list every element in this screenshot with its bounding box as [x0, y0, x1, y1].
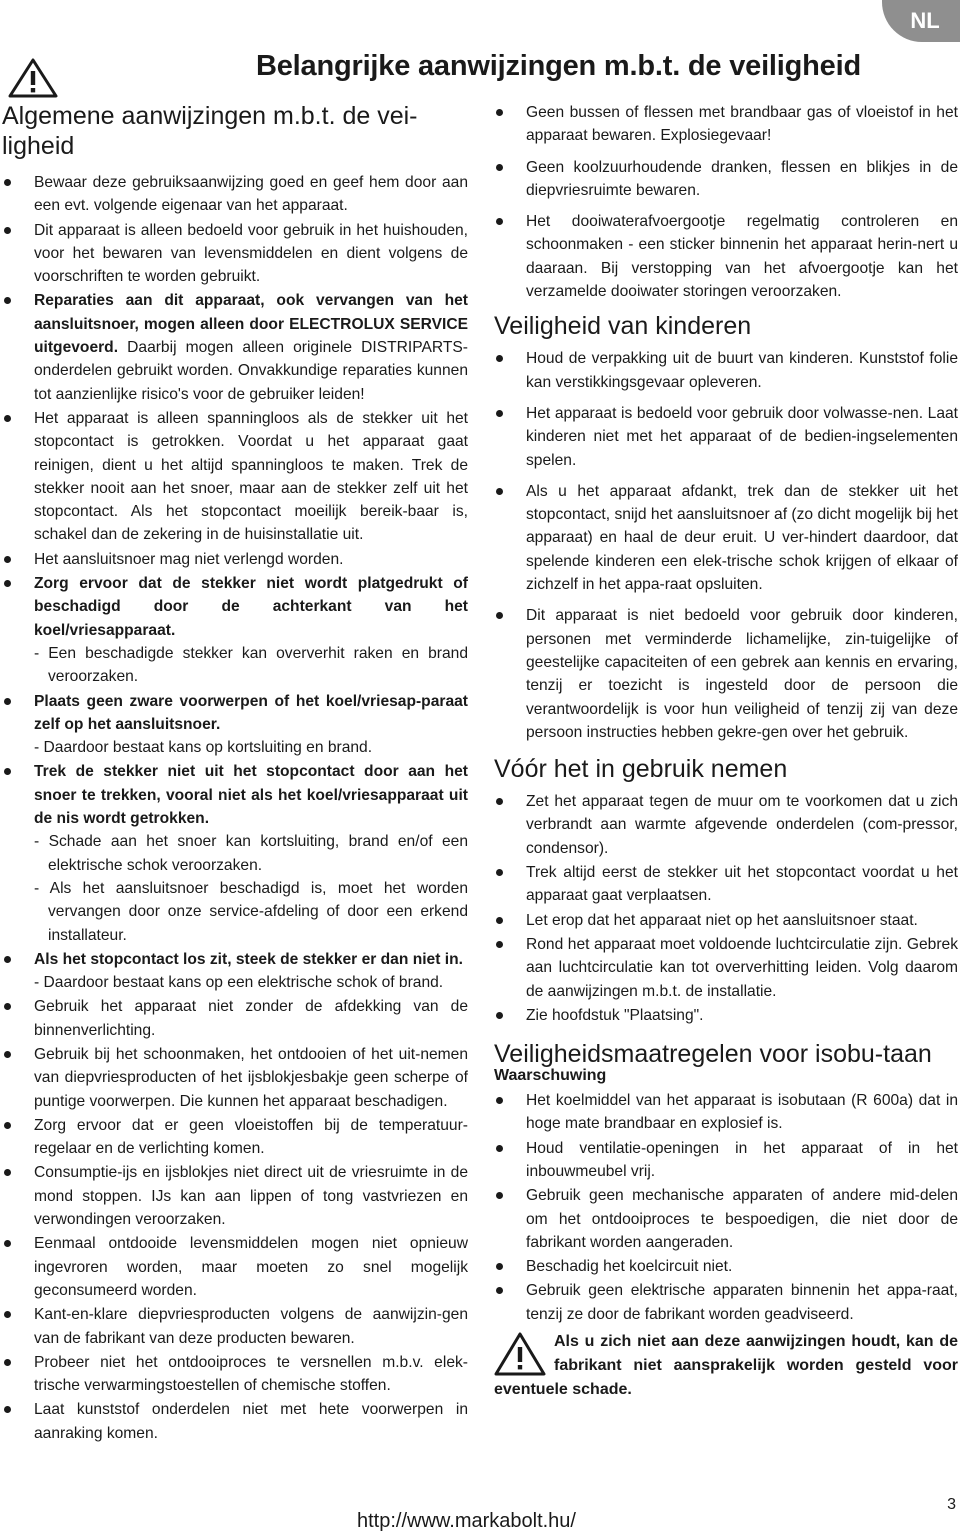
warning-subheading: Waarschuwing: [494, 1067, 607, 1085]
list-item-text: Dit apparaat is alleen bedoeld voor gebruik in het huishouden, voor het bewaren van levensmiddelen en dient volgens de voorschriften te worden gebruikt.: [34, 221, 468, 286]
list-item: Dit apparaat is niet bedoeld voor gebruik door kinderen, personen met verminderde lichamelijke, zin-tuigelijke of geestelijke capaciteiten of een gebrek aan kennis en ervaring, tenzij er toezicht is ingesteld door de persoon die verantwoordelijk is voor hun veiligheid of tenzij zij van deze persoon instructies hebben gekre-gen over het gebruik.: [494, 604, 958, 744]
page-number: 3: [947, 1496, 956, 1513]
list-item: Het apparaat is bedoeld voor gebruik door volwasse-nen. Laat kinderen niet met het apparaat of de bedien-ingselementen spelen.: [494, 402, 958, 472]
list-item: [2, 1161, 468, 1231]
list-item: Het dooiwaterafvoergootje regelmatig controleren en schoonmaken - een sticker binnenin het apparaat herin-nert u daaraan. Bij verstopping van het afvoergootje kan het verzamelde dooiwater storingen veroorzaken.: [494, 210, 958, 303]
list-item-text: Het apparaat is alleen spanningloos als de stekker uit het stopcontact is getrokken. Voordat u het apparaat gaat reinigen, dient u het altijd spanningloos te maken. Trek de stekker nooit aan het snoer, maar aan de stekker zelf uit het stopcontact. Als het stopcontact moeilijk bereik-baar is, schakel dan de zekering in de huisinstallatie uit.: [34, 409, 468, 544]
list-item-subnote: - Als het aansluitsnoer beschadigd is, moet het worden vervangen door onze service-afdeling of door een erkend installateur.: [34, 879, 468, 944]
list-item-subnote: - Schade aan het snoer kan kortsluiting, brand en/of een elektrische schok veroorzaken.: [34, 833, 468, 874]
list-item: [2, 1232, 468, 1302]
list-item: Let erop dat het apparaat niet op het aansluitsnoer staat.: [494, 909, 958, 932]
storage-safety-list: [494, 101, 958, 303]
list-item-text: Laat kunststof onderdelen niet met hete voorwerpen in aanraking komen.: [34, 1401, 468, 1442]
list-item: Houd de verpakking uit de buurt van kinderen. Kunststof folie kan verstikkingsgevaar opleveren.: [494, 347, 958, 394]
liability-warning: [494, 1330, 958, 1402]
list-item: [2, 1351, 468, 1398]
list-item-text: Bewaar deze gebruiksaanwijzing goed en geef hem door aan een evt. volgende eigenaar van het apparaat.: [34, 174, 468, 215]
list-item: [2, 760, 468, 946]
list-item-text: Gebruik het apparaat niet zonder de afdekking van de binnenverlichting.: [34, 998, 468, 1039]
page-title: Belangrijke aanwijzingen m.b.t. de veiligheid: [256, 50, 861, 82]
list-item: Geen koolzuurhoudende dranken, flessen en blikjes in de diepvriesruimte bewaren.: [494, 156, 958, 203]
list-item: [2, 1398, 468, 1445]
list-item: Het koelmiddel van het apparaat is isobutaan (R 600a) dat in hoge mate brandbaar en explosief is.: [494, 1089, 958, 1136]
section-heading-children: Veiligheid van kinderen: [494, 312, 752, 341]
left-column: [2, 101, 468, 1446]
general-safety-list: [2, 171, 468, 1445]
warning-triangle-icon: [8, 58, 58, 98]
list-item-bold-text: Plaats geen zware voorwerpen of het koel/vriesap-paraat zelf op het aansluitsnoer.: [34, 692, 468, 733]
list-item-bold-text: Trek de stekker niet uit het stopcontact door aan het snoer te trekken, vooral niet als het koel/vriesapparaat uit de nis wordt getrokken.: [34, 763, 468, 828]
list-item-text: Kant-en-klare diepvriesproducten volgens de aanwijzin-gen van de fabrikant van deze producten bewaren.: [34, 1306, 468, 1347]
list-item-text: Gebruik bij het schoonmaken, het ontdooien of het uit-nemen van diepvriesproducten of het ijsblokjesbakje geen scherpe of puntige voorwerpen. Die kunnen het apparaat beschadigen.: [34, 1045, 468, 1110]
liability-warning-text: Als u zich niet aan deze aanwijzingen houdt, kan de fabrikant niet aansprakelijk worden gesteld voor eventuele schade.: [494, 1333, 958, 1399]
list-item-bold-text: Reparaties aan dit apparaat, ook vervangen van het aansluitsnoer, mogen alleen door ELECTROLUX SERVICE uitgevoerd.: [34, 292, 468, 357]
list-item-bold-text: Zorg ervoor dat de stekker niet wordt platgedrukt of beschadigd door de achterkant van het koel/vriesapparaat.: [34, 575, 468, 639]
children-safety-list: [494, 347, 958, 744]
list-item: Zet het apparaat tegen de muur om te voorkomen dat u zich verbrandt aan warmte afgevende onderdelen (com-pressor, condensor).: [494, 790, 958, 860]
list-item: Geen bussen of flessen met brandbaar gas of vloeistof in het apparaat bewaren. Explosiegevaar!: [494, 101, 958, 148]
list-item: [2, 948, 468, 995]
list-item: Gebruik geen mechanische apparaten of andere mid-delen om het ontdooiproces te bespoedigen, die niet door de fabrikant worden aangeraden.: [494, 1184, 958, 1254]
list-item: Gebruik geen elektrische apparaten binnenin het appa-raat, tenzij ze door de fabrikant worden geadviseerd.: [494, 1279, 958, 1326]
list-item: [2, 1043, 468, 1113]
list-item: [2, 1303, 468, 1350]
list-item: [2, 1114, 468, 1161]
language-tab: NL: [882, 0, 960, 42]
list-item: Beschadig het koelcircuit niet.: [494, 1255, 958, 1278]
list-item-text: Eenmaal ontdooide levensmiddelen mogen niet opnieuw ingevroren worden, maar moeten zo snel mogelijk geconsumeerd worden.: [34, 1235, 468, 1299]
list-item: Houd ventilatie-openingen in het apparaat of in het inbouwmeubel vrij.: [494, 1137, 958, 1184]
list-item: [2, 690, 468, 760]
list-item-text: Consumptie-ijs en ijsblokjes niet direct uit de vriesruimte in de mond stoppen. IJs kan aan lippen of tong vastvriezen en verwondingen veroorzaken.: [34, 1164, 468, 1229]
list-item-subnote: - Een beschadigde stekker kan oververhit raken en brand veroorzaken.: [34, 644, 468, 686]
section-heading-isobutane: Veiligheidsmaatregelen voor isobu-taan: [494, 1040, 932, 1069]
list-item: [2, 219, 468, 289]
list-item: Rond het apparaat moet voldoende luchtcirculatie zijn. Gebrek aan luchtcirculatie kan tot oververhitting leiden. Volg daarom de aanwijzingen m.b.t. de installatie.: [494, 933, 958, 1003]
warning-triangle-icon: [494, 1332, 546, 1376]
isobutane-safety-list: [494, 1089, 958, 1326]
list-item: Zie hoofdstuk "Plaatsing".: [494, 1004, 958, 1027]
list-item-subnote: - Daardoor bestaat kans op kortsluiting en brand.: [34, 739, 373, 757]
list-item-text: Zorg ervoor dat er geen vloeistoffen bij de temperatuur-regelaar en de verlichting komen.: [34, 1116, 468, 1158]
list-item-bold-text: Als het stopcontact los zit, steek de stekker er dan niet in.: [34, 950, 463, 968]
list-item: [2, 289, 468, 405]
section-heading-before-use: Vóór het in gebruik nemen: [494, 755, 788, 784]
list-item: [2, 548, 468, 571]
list-item: Trek altijd eerst de stekker uit het stopcontact voordat u het apparaat gaat verplaatsen.: [494, 861, 958, 908]
list-item-text: Het aansluitsnoer mag niet verlengd worden.: [34, 550, 344, 568]
list-item: Als u het apparaat afdankt, trek dan de stekker uit het stopcontact, snijd het aansluitsnoer af (zo dicht mogelijk bij het apparaat) en haal de deur eruit. U ver-hindert daardoor, dat spelende kinderen een elek-trische schok krijgen of elkaar of zichzelf in het appa-raat opsluiten.: [494, 480, 958, 596]
list-item-text: Daarbij mogen alleen originele DISTRIPARTS-onderdelen gebruikt worden. Onvakkundige reparaties kunnen tot aanzienlijke risico's voor de gebruiker leiden!: [34, 339, 468, 403]
list-item: [2, 572, 468, 688]
before-use-list: [494, 790, 958, 1027]
footer-url[interactable]: http://www.markabolt.hu/: [357, 1510, 576, 1532]
right-column: [494, 101, 958, 1402]
section-heading-general: Algemene aanwijzingen m.b.t. de vei-ligheid: [2, 102, 418, 160]
list-item-text: Probeer niet het ontdooiproces te versnellen m.b.v. elek-trische verwarmingstoestellen of chemische stoffen.: [34, 1353, 468, 1395]
list-item: [2, 407, 468, 547]
list-item-subnote: - Daardoor bestaat kans op een elektrische schok of brand.: [34, 974, 444, 992]
list-item: [2, 995, 468, 1042]
list-item: [2, 171, 468, 218]
